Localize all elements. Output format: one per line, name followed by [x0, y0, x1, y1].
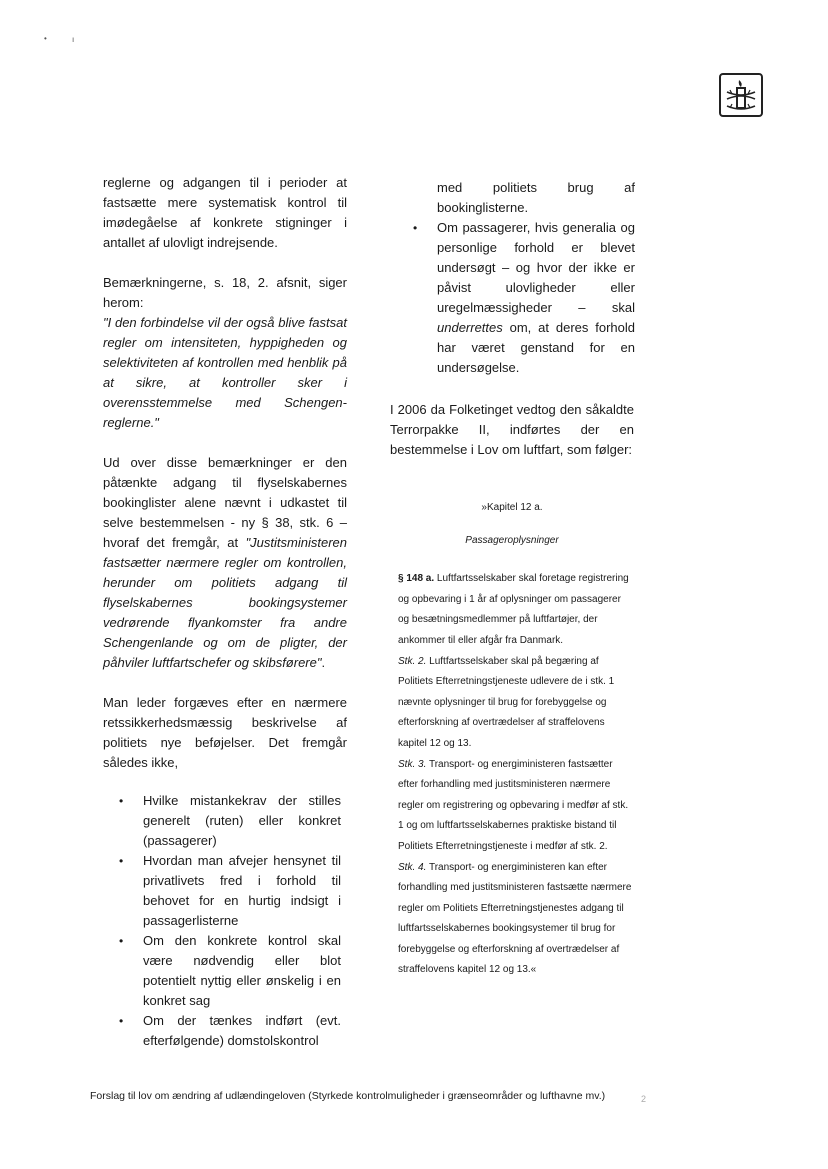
- law-excerpt: [390, 498, 634, 981]
- law-subsection: Stk. 3. Transport- og energiministeren fastsætter efter forhandling med justitsministeren nærmere regler om registrering og opbevaring i medfør af stk. 1 og om luftfartsselskabernes praktiske bistand til Politiets Efterretningstjeneste i medfør af stk. 2.: [398, 758, 629, 852]
- law-quote: "Justitsministeren fastsætter nærmere regler om kontrollen, herunder om politiets adgang til flyselskabernes bookingsystemer vedrørende flyankomster fra andre Schengenlande og om de pligter, der påhviler luftfartschefer og skibsførere": [103, 535, 347, 670]
- list-item: • Om passagerer, hvis generalia og personlige forhold er blevet undersøgt – og hvor der ikke er påvist ulovligheder eller uregelmæssigheder – skal underrettes om, at deres forhold har været genstand for en undersøgelse.: [413, 220, 635, 375]
- list-item: • Om den konkrete kontrol skal være nødvendig eller blot potentielt nyttig eller ønskelig i en konkret sag: [119, 933, 341, 1008]
- left-column: [103, 173, 347, 1051]
- paragraph: [103, 453, 347, 673]
- chapter-title: Passageroplysninger: [465, 534, 559, 546]
- paragraph-text: Ud over disse bemærkninger er den påtænkte adgang til flyselskabernes bookinglister alene nævnt i udkastet til selve bestemmelsen - ny § 38, stk. 6 – hvoraf det fremgår, at: [103, 455, 347, 550]
- subsection-label: Stk. 2.: [398, 655, 427, 667]
- emphasis-text: underrettes: [437, 320, 503, 335]
- candle-in-barbed-wire-icon: [718, 72, 764, 118]
- bullet-icon: •: [413, 221, 418, 235]
- footer-title: Forslag til lov om ændring af udlændingeloven (Styrkede kontrolmuligheder i grænseområder og lufthavne mv.): [90, 1090, 606, 1102]
- scan-mark: •: [44, 34, 47, 43]
- section-label: § 148 a.: [398, 573, 435, 585]
- list-item: • Hvordan man afvejer hensynet til privatlivets fred i forhold til behovet for en hurtig indsigt i passagerlisterne: [119, 853, 341, 928]
- paragraph-text: .: [321, 655, 326, 670]
- chapter-heading: »Kapitel 12 a.: [481, 502, 543, 513]
- list-item: • Hvilke mistankekrav der stilles generelt (ruten) eller konkret (passagerer): [119, 793, 341, 848]
- right-column: [390, 178, 634, 981]
- paragraph: [103, 273, 347, 433]
- bullet-icon: •: [119, 794, 124, 808]
- paragraph: Man leder forgæves efter en nærmere retssikkerhedsmæssig beskrivelse af politiets nye beføjelser. Det fremgår således ikke,: [103, 695, 347, 770]
- bullet-list: [119, 791, 341, 1051]
- remarks-quote: "I den forbindelse vil der også blive fastsat regler om intensiteten, hyppigheden og selektiviteten af kontrollen med henblik på at sikre, at kontroller sker i overensstemmelse med Schengen-reglerne.": [103, 315, 347, 430]
- bullet-icon: •: [119, 1014, 124, 1028]
- list-item: • Om der tænkes indført (evt. efterfølgende) domstolskontrol: [119, 1013, 341, 1048]
- scan-mark: ı: [72, 35, 75, 44]
- paragraph: I 2006 da Folketinget vedtog den såkaldte Terrorpakke II, indførtes der en bestemmelse i Lov om luftfart, som følger:: [390, 402, 634, 457]
- bullet-icon: •: [119, 934, 124, 948]
- law-section: § 148 a. Luftfartsselskaber skal foretage registrering og opbevaring i 1 år af oplysninger om passagerer og besætningsmedlemmer på luftfartøjer, der ankommer til eller afgår fra Danmark.: [398, 573, 629, 646]
- law-subsection: Stk. 2. Luftfartsselskaber skal på begæring af Politiets Efterretningstjeneste udlevere de i stk. 1 nævnte oplysninger til brug for forebyggelse og efterforskning af overtrædelser af straffelovens kapitel 12 og 13.: [398, 655, 615, 749]
- remarks-intro: Bemærkningerne, s. 18, 2. afsnit, siger herom:: [103, 275, 347, 310]
- page-number: 2: [641, 1094, 647, 1104]
- subsection-label: Stk. 3.: [398, 758, 427, 770]
- bullet-list: [413, 218, 635, 378]
- subsection-label: Stk. 4.: [398, 861, 427, 873]
- paragraph: reglerne og adgangen til i perioder at fastsætte mere systematisk kontrol til imødegåelse af konkrete stigninger i antallet af ulovligt indrejsende.: [103, 175, 347, 250]
- bullet-icon: •: [119, 854, 124, 868]
- law-subsection: Stk. 4. Transport- og energiministeren kan efter forhandling med justitsministeren fastsætte nærmere regler om Politiets Efterretningstjenestes adgang til luftfartsselskabernes bookingsystemer til brug for forebyggelse og efterforskning af overtrædelser af straffelovens kapitel 12 og 13.«: [398, 861, 632, 976]
- bullet-continuation: med politiets brug af bookinglisterne.: [437, 180, 635, 215]
